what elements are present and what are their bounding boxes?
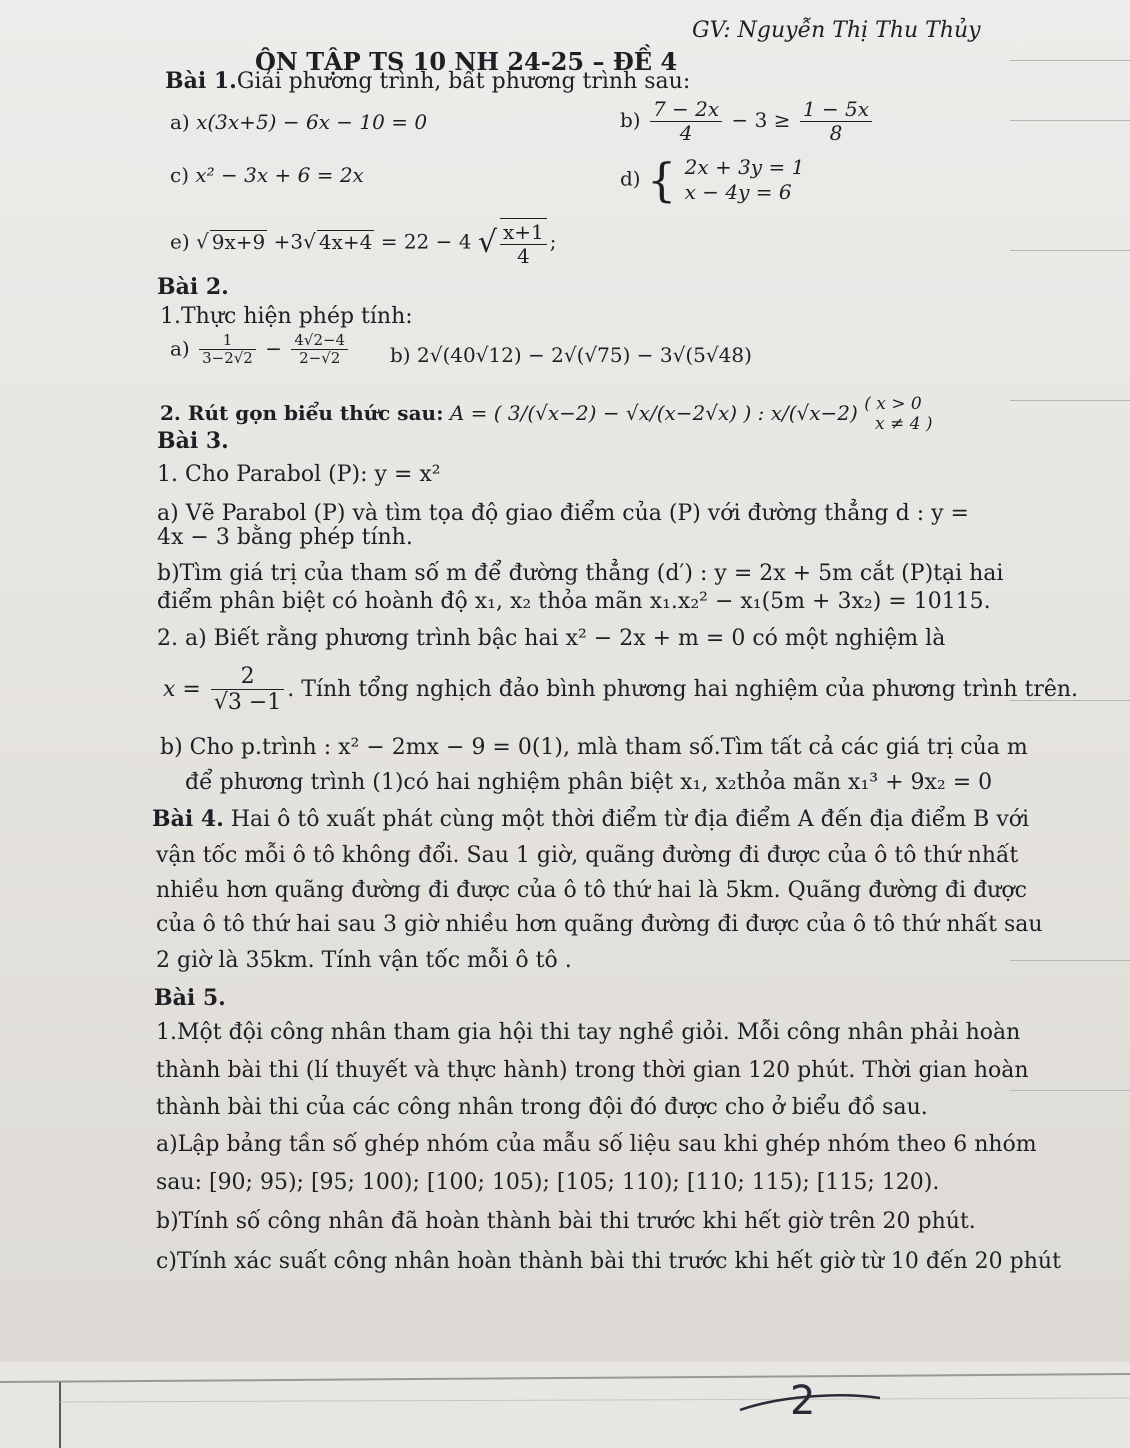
equation: 2x + 3y = 1 xyxy=(684,155,805,179)
radicand: 4x+4 xyxy=(318,229,373,254)
condition-1: x > 0 xyxy=(876,394,922,414)
rule-line xyxy=(1010,960,1130,961)
item-label: d) xyxy=(620,166,641,191)
condition: ( x > 0 x ≠ 4 ) xyxy=(864,394,933,435)
item-label: e) xyxy=(170,229,190,254)
page-number: 2 xyxy=(790,1378,816,1424)
bai1-a xyxy=(170,112,427,132)
fraction xyxy=(211,664,284,716)
fraction xyxy=(650,98,722,145)
notebook-bottom-edge xyxy=(0,1362,1130,1448)
item-label: c) xyxy=(170,163,190,187)
fraction xyxy=(199,332,256,368)
bai4-line: 2 giờ là 35km. Tính vận tốc mỗi ô tô . xyxy=(156,948,572,973)
rule-line xyxy=(1010,120,1130,121)
bai3-line: b)Tìm giá trị của tham số m để đường thẳng (d′) : y = 2x + 5m cắt (P)tại hai xyxy=(157,561,1004,586)
operator: − xyxy=(265,336,282,361)
bai3-line: để phương trình (1)có hai nghiệm phân biệt x₁, x₂thỏa mãn x₁³ + 9x₂ = 0 xyxy=(185,770,993,795)
denominator: 4 xyxy=(516,244,530,268)
bai4-line: nhiều hơn quãng đường đi được của ô tô thứ hai là 5km. Quãng đường đi được xyxy=(156,878,1027,903)
variable: x = xyxy=(163,676,201,702)
numerator: 2 xyxy=(211,664,284,690)
bai1-intro-text: Giải phương trình, bất phương trình sau: xyxy=(236,69,691,94)
teacher-name: GV: Nguyễn Thị Thu Thủy xyxy=(692,18,981,43)
task-text: 2. Rút gọn biểu thức sau: xyxy=(160,400,444,425)
equation: x − 4y = 6 xyxy=(684,180,792,204)
system-brace: { xyxy=(646,153,677,207)
item-label: b) xyxy=(620,108,641,132)
rule-line xyxy=(1010,250,1130,251)
bai4-heading: Bài 4. xyxy=(152,806,224,832)
page-title: ÔN TẬP TS 10 NH 24-25 – ĐỀ 4 xyxy=(255,47,678,76)
item-label: a) xyxy=(170,110,190,134)
numerator: 1 − 5x xyxy=(800,98,872,122)
bai2-heading: Bài 2. xyxy=(157,274,229,300)
operator: − 3 ≥ xyxy=(731,108,791,132)
rule-line xyxy=(1010,60,1130,61)
denominator: 3−2√2 xyxy=(202,349,253,368)
bai5-line: sau: [90; 95); [95; 100); [100; 105); [105; 110); [110; 115); [115; 120). xyxy=(156,1170,940,1195)
expression: A = ( 3/(√x−2) − √x/(x−2√x) ) : x/(√x−2) xyxy=(449,400,858,425)
task-text: . Tính tổng nghịch đảo bình phương hai nghiệm của phương trình trên. xyxy=(287,676,1079,702)
bai3-line: 2. a) Biết rằng phương trình bậc hai x² − 2x + m = 0 có một nghiệm là xyxy=(157,626,946,651)
bai2-part2 xyxy=(160,394,933,435)
bai1-d xyxy=(620,155,804,205)
bai1-intro xyxy=(165,70,690,93)
bai5-line: thành bài thi (lí thuyết và thực hành) trong thời gian 120 phút. Thời gian hoàn xyxy=(156,1058,1029,1083)
bai2-a xyxy=(170,332,351,368)
denominator: 4 xyxy=(679,121,693,145)
bai1-e: e) √ 9x+9 +3√ 4x+4 = 22 − 4 √ $\frac{x+1}{4}$ ; xyxy=(170,220,557,268)
radicand: 9x+9 xyxy=(211,229,266,254)
bai4-text: Hai ô tô xuất phát cùng một thời điểm từ địa điểm A đến địa điểm B với xyxy=(223,807,1030,832)
equation: x(3x+5) − 6x − 10 = 0 xyxy=(196,110,428,134)
bai4-line xyxy=(152,808,1029,831)
operator: = 22 − 4 xyxy=(380,229,472,254)
equation-system xyxy=(685,155,805,205)
bai5-line: b)Tính số công nhân đã hoàn thành bài thi trước khi hết giờ trên 20 phút. xyxy=(156,1209,976,1234)
punctuation: ; xyxy=(549,229,557,254)
bai3-heading: Bài 3. xyxy=(157,428,229,454)
fraction xyxy=(500,218,547,268)
bai3-line: điểm phân biệt có hoành độ x₁, x₂ thỏa mãn x₁.x₂² − x₁(5m + 3x₂) = 10115. xyxy=(157,589,991,614)
fraction xyxy=(291,332,348,368)
fraction xyxy=(800,98,872,145)
item-label: b) xyxy=(390,343,411,367)
bai3-line: 1. Cho Parabol (P): y = x² xyxy=(157,462,441,487)
denominator: 2−√2 xyxy=(299,349,341,368)
bai5-heading: Bài 5. xyxy=(154,985,226,1011)
bai5-line: 1.Một đội công nhân tham gia hội thi tay nghề giỏi. Mỗi công nhân phải hoàn xyxy=(156,1020,1021,1045)
bai5-line: thành bài thi của các công nhân trong đội đó được cho ở biểu đồ sau. xyxy=(156,1095,928,1120)
numerator: 7 − 2x xyxy=(650,98,722,122)
bai2-part1: 1.Thực hiện phép tính: xyxy=(160,304,413,329)
bai4-line: vận tốc mỗi ô tô không đổi. Sau 1 giờ, quãng đường đi được của ô tô thứ nhất xyxy=(156,843,1019,868)
item-label: a) xyxy=(170,336,190,361)
bai4-line: của ô tô thứ hai sau 3 giờ nhiều hơn quãng đường đi được của ô tô thứ nhất sau xyxy=(156,912,1043,937)
bai1-heading: Bài 1. xyxy=(165,68,237,94)
bai5-line: c)Tính xác suất công nhân hoàn thành bài thi trước khi hết giờ từ 10 đến 20 phút xyxy=(156,1249,1061,1274)
rule-line xyxy=(1010,400,1130,401)
bai3-line: 4x − 3 bằng phép tính. xyxy=(157,525,413,550)
denominator: 8 xyxy=(829,121,843,145)
bai2-b xyxy=(390,345,752,365)
bai3-line: a) Vẽ Parabol (P) và tìm tọa độ giao điểm của (P) với đường thẳng d : y = xyxy=(157,501,969,526)
numerator: 1 xyxy=(199,332,256,350)
rule-line xyxy=(1010,1090,1130,1091)
bai3-root xyxy=(163,664,1078,716)
numerator: x+1 xyxy=(500,221,547,245)
expression: 2√(40√12) − 2√(√75) − 3√(5√48) xyxy=(416,343,752,367)
bai3-line: b) Cho p.trình : x² − 2mx − 9 = 0(1), mlà tham số.Tìm tất cả các giá trị của m xyxy=(160,735,1028,760)
bai5-line: a)Lập bảng tần số ghép nhóm của mẫu số liệu sau khi ghép nhóm theo 6 nhóm xyxy=(156,1132,1037,1157)
condition-2: x ≠ 4 xyxy=(875,414,921,435)
operator: +3 xyxy=(273,229,304,254)
denominator: √3 −1 xyxy=(213,690,282,716)
numerator: 4√2−4 xyxy=(291,332,348,350)
bai1-c xyxy=(170,165,364,185)
bai1-b xyxy=(620,98,875,145)
equation: x² − 3x + 6 = 2x xyxy=(195,163,364,187)
